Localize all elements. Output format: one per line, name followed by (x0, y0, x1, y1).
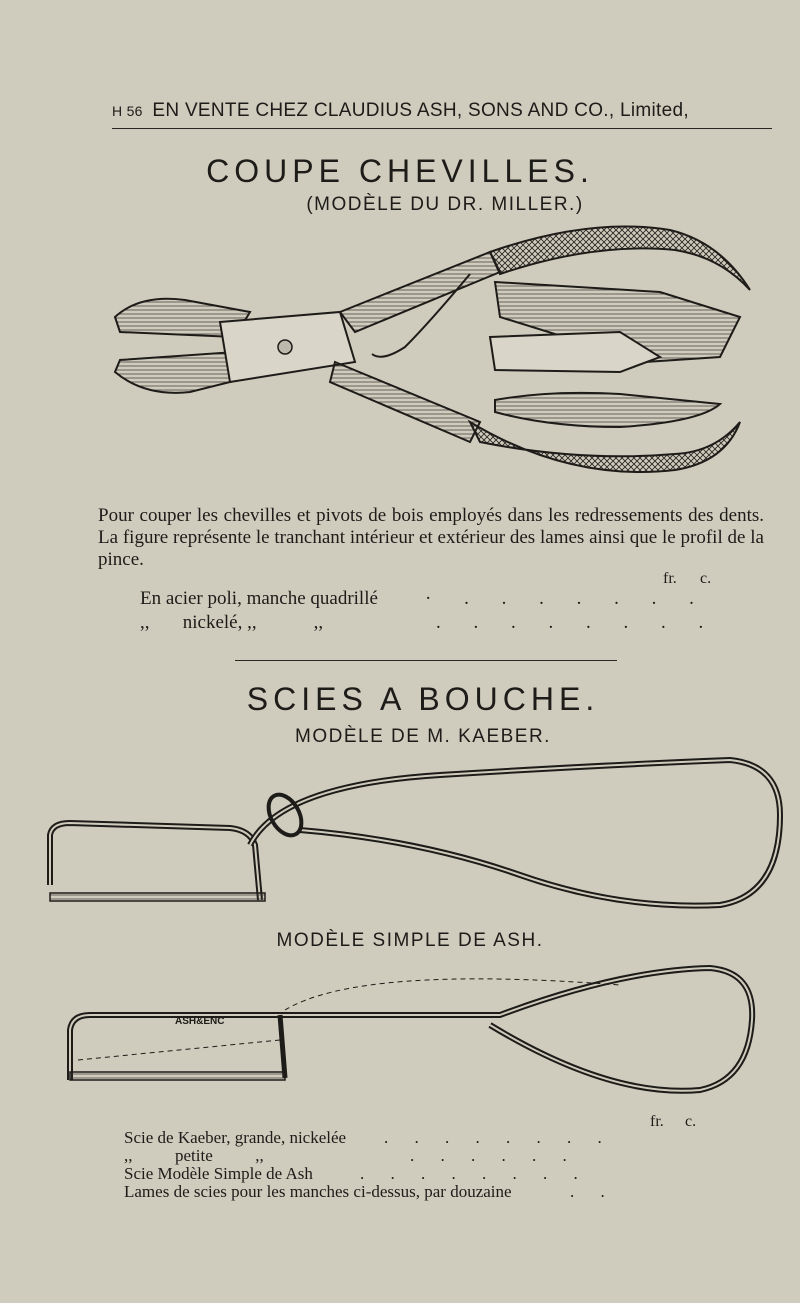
price-item-dots: . . . . . . . . (360, 1164, 589, 1183)
header-rule (112, 128, 772, 129)
price-item-kaeber-grande: Scie de Kaeber, grande, nickelée (124, 1128, 347, 1147)
price-item-acier-poli: En acier poli, manche quadrillé (140, 588, 378, 609)
header-text: EN VENTE CHEZ CLAUDIUS ASH, SONS AND CO., Limited, (152, 100, 689, 121)
price-item-nickele: ,, nickelé, ,, ,, (140, 612, 324, 633)
price-item-dots: . . (570, 1182, 616, 1201)
page-number: H 56 (112, 103, 143, 119)
section-title-scies-a-bouche: SCIES A BOUCHE. (246, 681, 600, 717)
section-subtitle-miller: (MODÈLE DU DR. MILLER.) (306, 194, 584, 215)
section-subtitle-ash: MODÈLE SIMPLE DE ASH. (276, 930, 544, 951)
price-item-lames: Lames de scies pour les manches ci-dessus, par douzaine (124, 1182, 512, 1201)
price-header-c: c. (685, 1113, 697, 1130)
coupe-chevilles-description: Pour couper les chevilles et pivots de bois employés dans les redressements des dents. La figure représente le tranchant intérieur et extérieur des lames ainsi que le profil de la pince. (98, 505, 764, 570)
section-title-coupe-chevilles: COUPE CHEVILLES. (206, 153, 594, 189)
price-item-dots: . . . . . . . . (436, 612, 718, 633)
kaeber-saw-illustration (40, 745, 790, 915)
price-item-kaeber-petite: ,, petite ,, (124, 1146, 264, 1165)
ash-saw-illustration (60, 960, 760, 1100)
section-subtitle-kaeber: MODÈLE DE M. KAEBER. (295, 726, 551, 747)
price-header-fr: fr. (650, 1113, 664, 1130)
section-divider (235, 660, 617, 661)
price-item-dots: . . . . . . . . (384, 1128, 613, 1147)
saw-stamp: ASH&ENC (175, 1016, 225, 1027)
price-header-fr: fr. (663, 570, 677, 587)
page-header (112, 100, 752, 122)
price-item-ash-simple: Scie Modèle Simple de Ash (124, 1164, 313, 1183)
price-header-c: c. (700, 570, 712, 587)
price-item-dots: · . . . . . . . (425, 588, 708, 609)
pin-cutter-illustration (100, 212, 780, 502)
price-item-dots: . . . . . . (410, 1146, 578, 1165)
